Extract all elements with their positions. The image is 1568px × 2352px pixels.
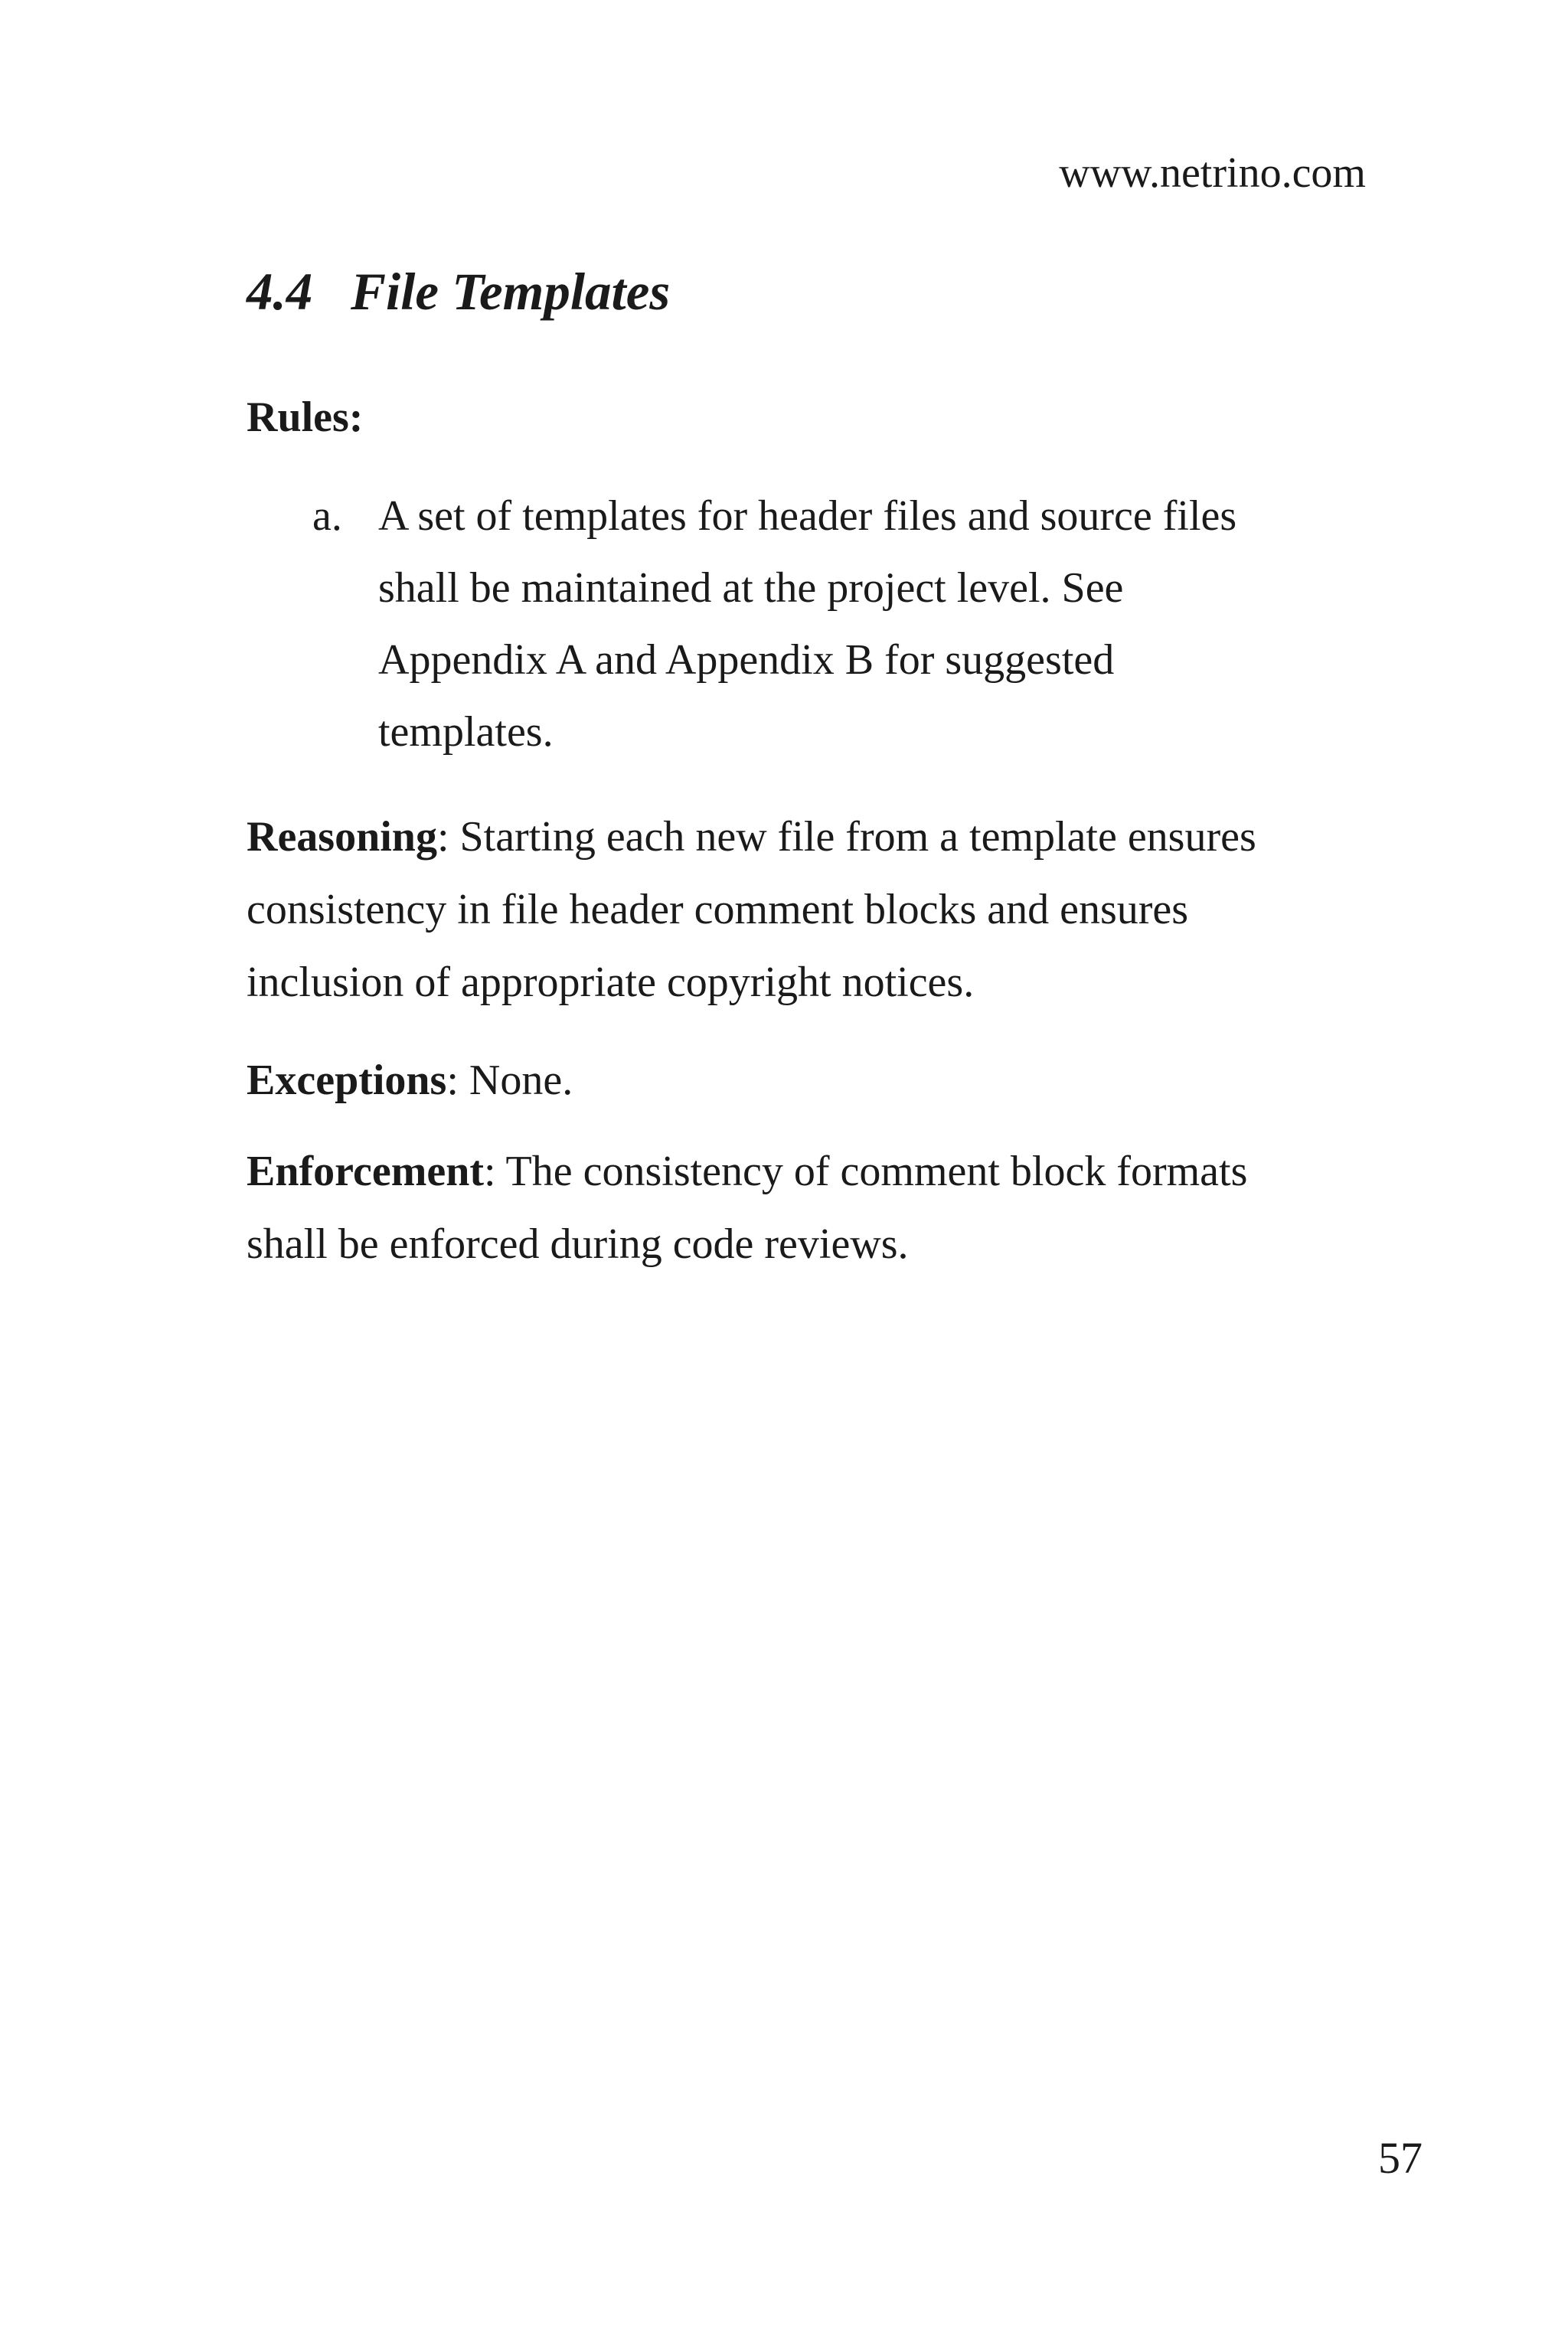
exceptions-paragraph (247, 1044, 1395, 1117)
reasoning-line: inclusion of appropriate copyright notices. (247, 959, 975, 1006)
running-header-url: www.netrino.com (1059, 149, 1366, 197)
page-number: 57 (1378, 2133, 1423, 2183)
exceptions-line (247, 1044, 1395, 1117)
rule-text-line: A set of templates for header files and source files (378, 492, 1237, 540)
section-number: 4.4 (247, 263, 313, 321)
rule-item-text (378, 480, 1389, 768)
exceptions-label: Exceptions (247, 1057, 447, 1104)
reasoning-first-line (247, 801, 1395, 874)
exceptions-text: : None. (446, 1057, 573, 1104)
rules-label: Rules: (247, 394, 364, 441)
reasoning-text: : Starting each new file from a template ensures (436, 813, 1256, 861)
reasoning-paragraph (247, 801, 1395, 1019)
rule-text-line: templates. (378, 708, 554, 756)
enforcement-text: : The consistency of comment block formats (484, 1148, 1248, 1195)
rule-text-line: shall be maintained at the project level. See (378, 564, 1124, 612)
section-title: File Templates (351, 263, 671, 321)
reasoning-line: consistency in file header comment blocks and ensures (247, 886, 1189, 933)
enforcement-line: shall be enforced during code reviews. (247, 1220, 909, 1268)
reasoning-label: Reasoning (247, 813, 437, 861)
rule-text-line: Appendix A and Appendix B for suggested (378, 636, 1115, 684)
enforcement-label: Enforcement (247, 1148, 484, 1195)
section-heading (247, 257, 670, 326)
rule-item-letter: a. (312, 492, 342, 540)
enforcement-paragraph (247, 1135, 1395, 1281)
enforcement-first-line (247, 1135, 1395, 1208)
